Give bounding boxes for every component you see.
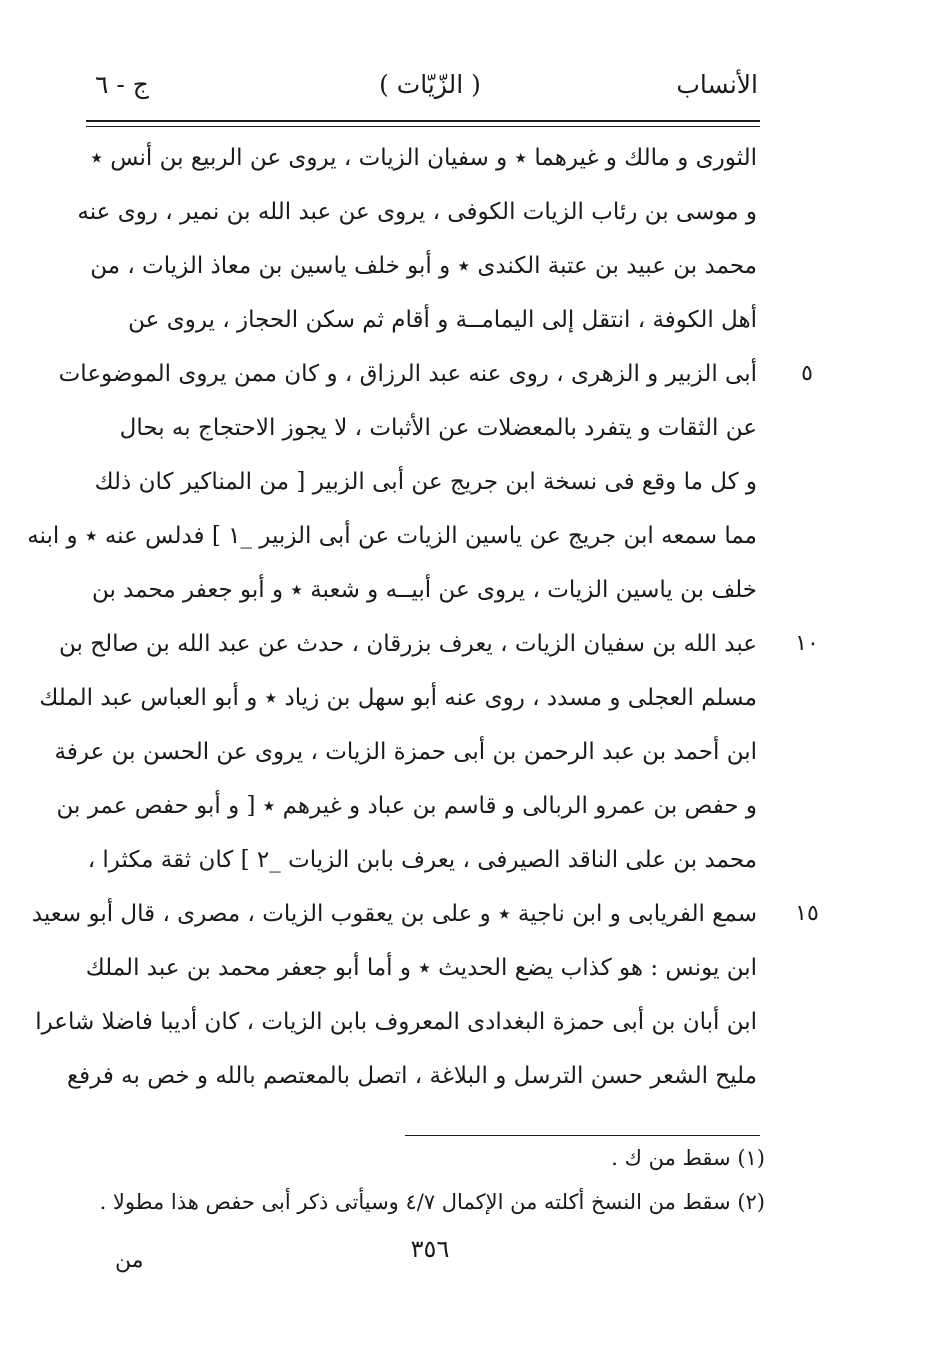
running-head-book-title: الأنساب (676, 70, 758, 99)
footnote-rule (405, 1135, 760, 1136)
header-rule-thin (86, 126, 760, 127)
text-line-13: و حفص بن عمرو الربالى و قاسم بن عباد و غيرهم ٭ [ و أبو حفص عمر بن (56, 793, 757, 819)
text-line-5: أبى الزبير و الزهرى ، روى عنه عبد الرزاق ، و كان ممن يروى الموضوعات (58, 361, 757, 387)
footnote-2: (٢) سقط من النسخ أكلته من الإكمال ٤/٧ وسيأتى ذكر أبى حفص هذا مطولا . (99, 1190, 765, 1214)
text-line-9: خلف بن ياسين الزيات ، يروى عن أبيــه و شعبة ٭ و أبو جعفر محمد بن (91, 577, 757, 603)
text-line-2: و موسى بن رئاب الزيات الكوفى ، يروى عن عبد الله بن نمير ، روى عنه (77, 199, 757, 225)
text-line-6: عن الثقات و يتفرد بالمعضلات عن الأثبات ، لا يجوز الاحتجاج به بحال (119, 415, 757, 441)
text-line-1: الثورى و مالك و غيرهما ٭ و سفيان الزيات ، يروى عن الربيع بن أنس ٭ (90, 145, 757, 171)
header-rule (86, 120, 760, 122)
text-line-10: عبد الله بن سفيان الزيات ، يعرف بزرقان ، حدث عن عبد الله بن صالح بن (59, 631, 757, 657)
catchword: من (115, 1248, 144, 1273)
text-line-12: ابن أحمد بن عبد الرحمن بن أبى حمزة الزيات ، يروى عن الحسن بن عرفة (54, 739, 757, 765)
running-head-volume: ج - ٦ (95, 70, 149, 99)
text-line-18: مليح الشعر حسن الترسل و البلاغة ، اتصل بالمعتصم بالله و خص به فرفع (66, 1063, 757, 1089)
text-line-14: محمد بن على الناقد الصيرفى ، يعرف بابن الزيات _٢ ] كان ثقة مكثرا ، (87, 847, 757, 873)
text-line-16: ابن يونس : هو كذاب يضع الحديث ٭ و أما أبو جعفر محمد بن عبد الملك (85, 955, 757, 981)
text-line-4: أهل الكوفة ، انتقل إلى اليمامــة و أقام ثم سكن الحجاز ، يروى عن (128, 307, 757, 333)
text-line-11: مسلم العجلى و مسدد ، روى عنه أبو سهل بن زياد ٭ و أبو العباس عبد الملك (39, 685, 757, 711)
text-line-15: سمع الفريابى و ابن ناجية ٭ و على بن يعقوب الزيات ، مصرى ، قال أبو سعيد (31, 901, 757, 927)
text-line-3: محمد بن عبيد بن عتبة الكندى ٭ و أبو خلف ياسين بن معاذ الزيات ، من (90, 253, 757, 279)
footnote-1: (١) سقط من ك . (611, 1146, 765, 1170)
text-line-17: ابن أبان بن أبى حمزة البغدادى المعروف بابن الزيات ، كان أديبا فاضلا شاعرا (35, 1009, 757, 1035)
running-head-entry-title: ( الزّيّات ) (379, 70, 481, 99)
margin-line-number: ١٥ (795, 901, 819, 926)
margin-line-number: ٥ (801, 361, 813, 386)
page-number: ٣٥٦ (410, 1235, 450, 1263)
text-line-8: مما سمعه ابن جريج عن ياسين الزيات عن أبى الزبير _١ ] فدلس عنه ٭ و ابنه (27, 523, 757, 549)
margin-line-number: ١٠ (795, 631, 819, 656)
text-line-7: و كل ما وقع فى نسخة ابن جريج عن أبى الزبير [ من المناكير كان ذلك (94, 469, 757, 495)
